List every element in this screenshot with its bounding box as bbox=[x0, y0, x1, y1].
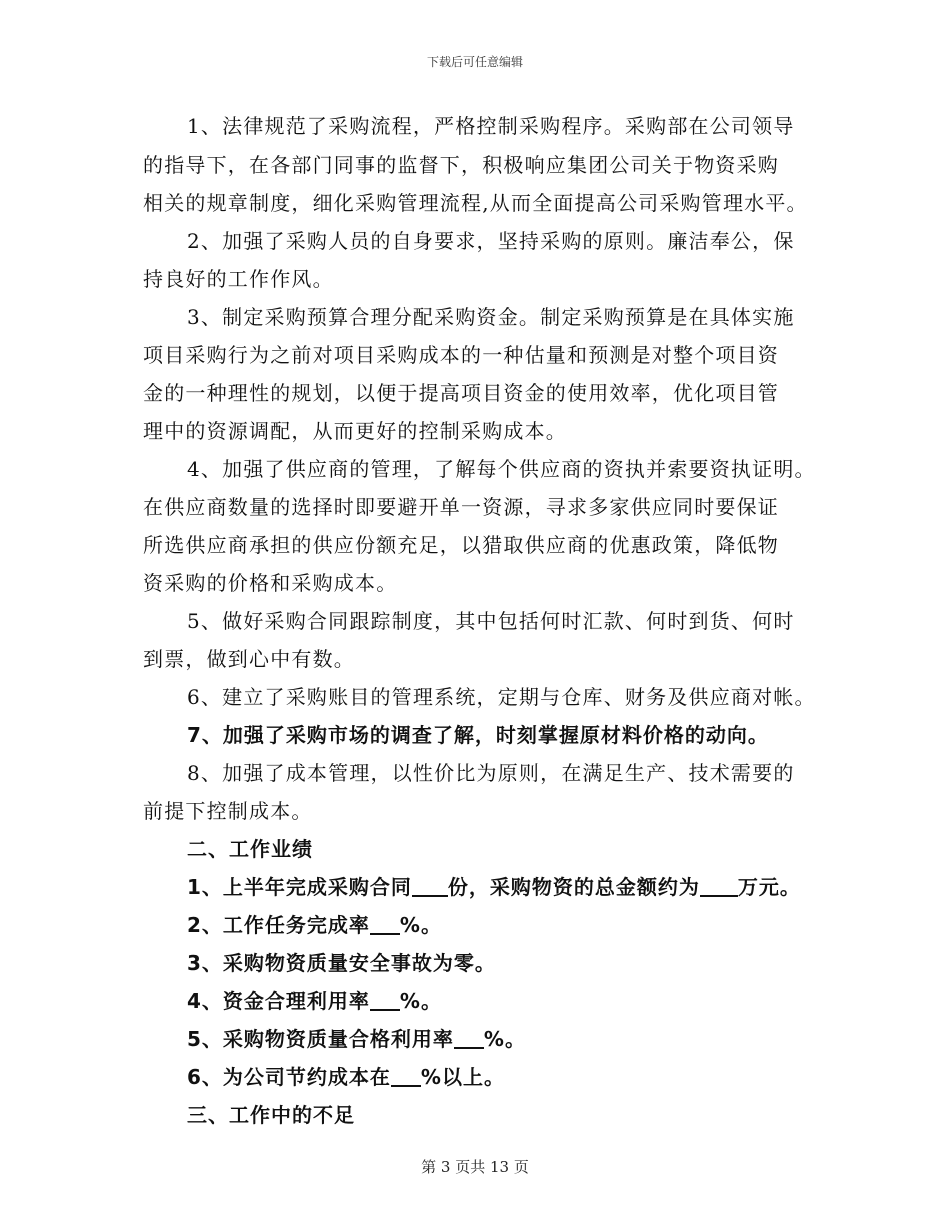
result-text: %。 bbox=[483, 1027, 526, 1051]
text-line: 1、法律规范了采购流程，严格控制采购程序。采购部在公司领导 bbox=[187, 114, 795, 138]
blank-field bbox=[370, 913, 400, 935]
text-line: 到票，做到心中有数。 bbox=[143, 647, 355, 671]
text-line: 在供应商数量的选择时即要避开单一资源，寻求多家供应同时要保证 bbox=[143, 495, 779, 519]
text-line: 7、加强了采购市场的调查了解，时刻掌握原材料价格的动向。 bbox=[187, 723, 769, 747]
text-line: 5、做好采购合同跟踪制度，其中包括何时汇款、何时到货、何时 bbox=[187, 609, 795, 633]
text-line: 3、制定采购预算合理分配采购资金。制定采购预算是在具体实施 bbox=[187, 305, 795, 329]
result-line bbox=[187, 1025, 950, 1053]
text-line: 的指导下，在各部门同事的监督下，积极响应集团公司关于物资采购 bbox=[143, 153, 779, 177]
result-text: 4、资金合理利用率 bbox=[187, 989, 370, 1013]
result-line bbox=[187, 1063, 950, 1091]
text-line: 相关的规章制度，细化采购管理流程,从而全面提高公司采购管理水平。 bbox=[143, 191, 808, 215]
result-text: %。 bbox=[399, 989, 442, 1013]
blank-field bbox=[412, 875, 448, 897]
result-text: 5、采购物资质量合格利用率 bbox=[187, 1027, 454, 1051]
blank-field bbox=[700, 875, 738, 897]
text-line: 持良好的工作作风。 bbox=[143, 267, 334, 291]
result-line bbox=[187, 873, 950, 901]
blank-field bbox=[391, 1065, 421, 1087]
text-line: 项目采购行为之前对项目采购成本的一种估量和预测是对整个项目资 bbox=[143, 343, 779, 367]
text-line: 2、加强了采购人员的自身要求，坚持采购的原则。廉洁奉公，保 bbox=[187, 229, 795, 253]
section-heading: 三、工作中的不足 bbox=[187, 1103, 355, 1127]
result-text: 份，采购物资的总金额约为 bbox=[447, 875, 700, 899]
result-text: 1、上半年完成采购合同 bbox=[187, 875, 412, 899]
text-line: 理中的资源调配，从而更好的控制采购成本。 bbox=[143, 419, 567, 443]
result-line bbox=[187, 987, 950, 1015]
text-line: 8、加强了成本管理，以性价比为原则，在满足生产、技术需要的 bbox=[187, 761, 795, 785]
blank-field bbox=[454, 1027, 484, 1049]
page-header: 下载后可任意编辑 bbox=[426, 55, 523, 69]
section-heading: 二、工作业绩 bbox=[187, 837, 313, 861]
result-line bbox=[187, 911, 950, 939]
result-line: 3、采购物资质量安全事故为零。 bbox=[187, 951, 496, 975]
page-footer: 第 3 页共 13 页 bbox=[421, 1158, 529, 1176]
result-text: %以上。 bbox=[420, 1065, 505, 1089]
text-line: 6、建立了采购账目的管理系统，定期与仓库、财务及供应商对帐。 bbox=[187, 685, 816, 709]
blank-field bbox=[370, 989, 400, 1011]
result-text: 2、工作任务完成率 bbox=[187, 913, 370, 937]
text-line: 金的一种理性的规划，以便于提高项目资金的使用效率，优化项目管 bbox=[143, 381, 779, 405]
result-text: 万元。 bbox=[737, 875, 801, 899]
text-line: 4、加强了供应商的管理，了解每个供应商的资执并索要资执证明。 bbox=[187, 457, 816, 481]
text-line: 前提下控制成本。 bbox=[143, 799, 313, 823]
text-line: 所选供应商承担的供应份额充足，以猎取供应商的优惠政策，降低物 bbox=[143, 533, 779, 557]
result-text: 6、为公司节约成本在 bbox=[187, 1065, 391, 1089]
result-text: %。 bbox=[399, 913, 442, 937]
text-line: 资采购的价格和采购成本。 bbox=[143, 571, 398, 595]
